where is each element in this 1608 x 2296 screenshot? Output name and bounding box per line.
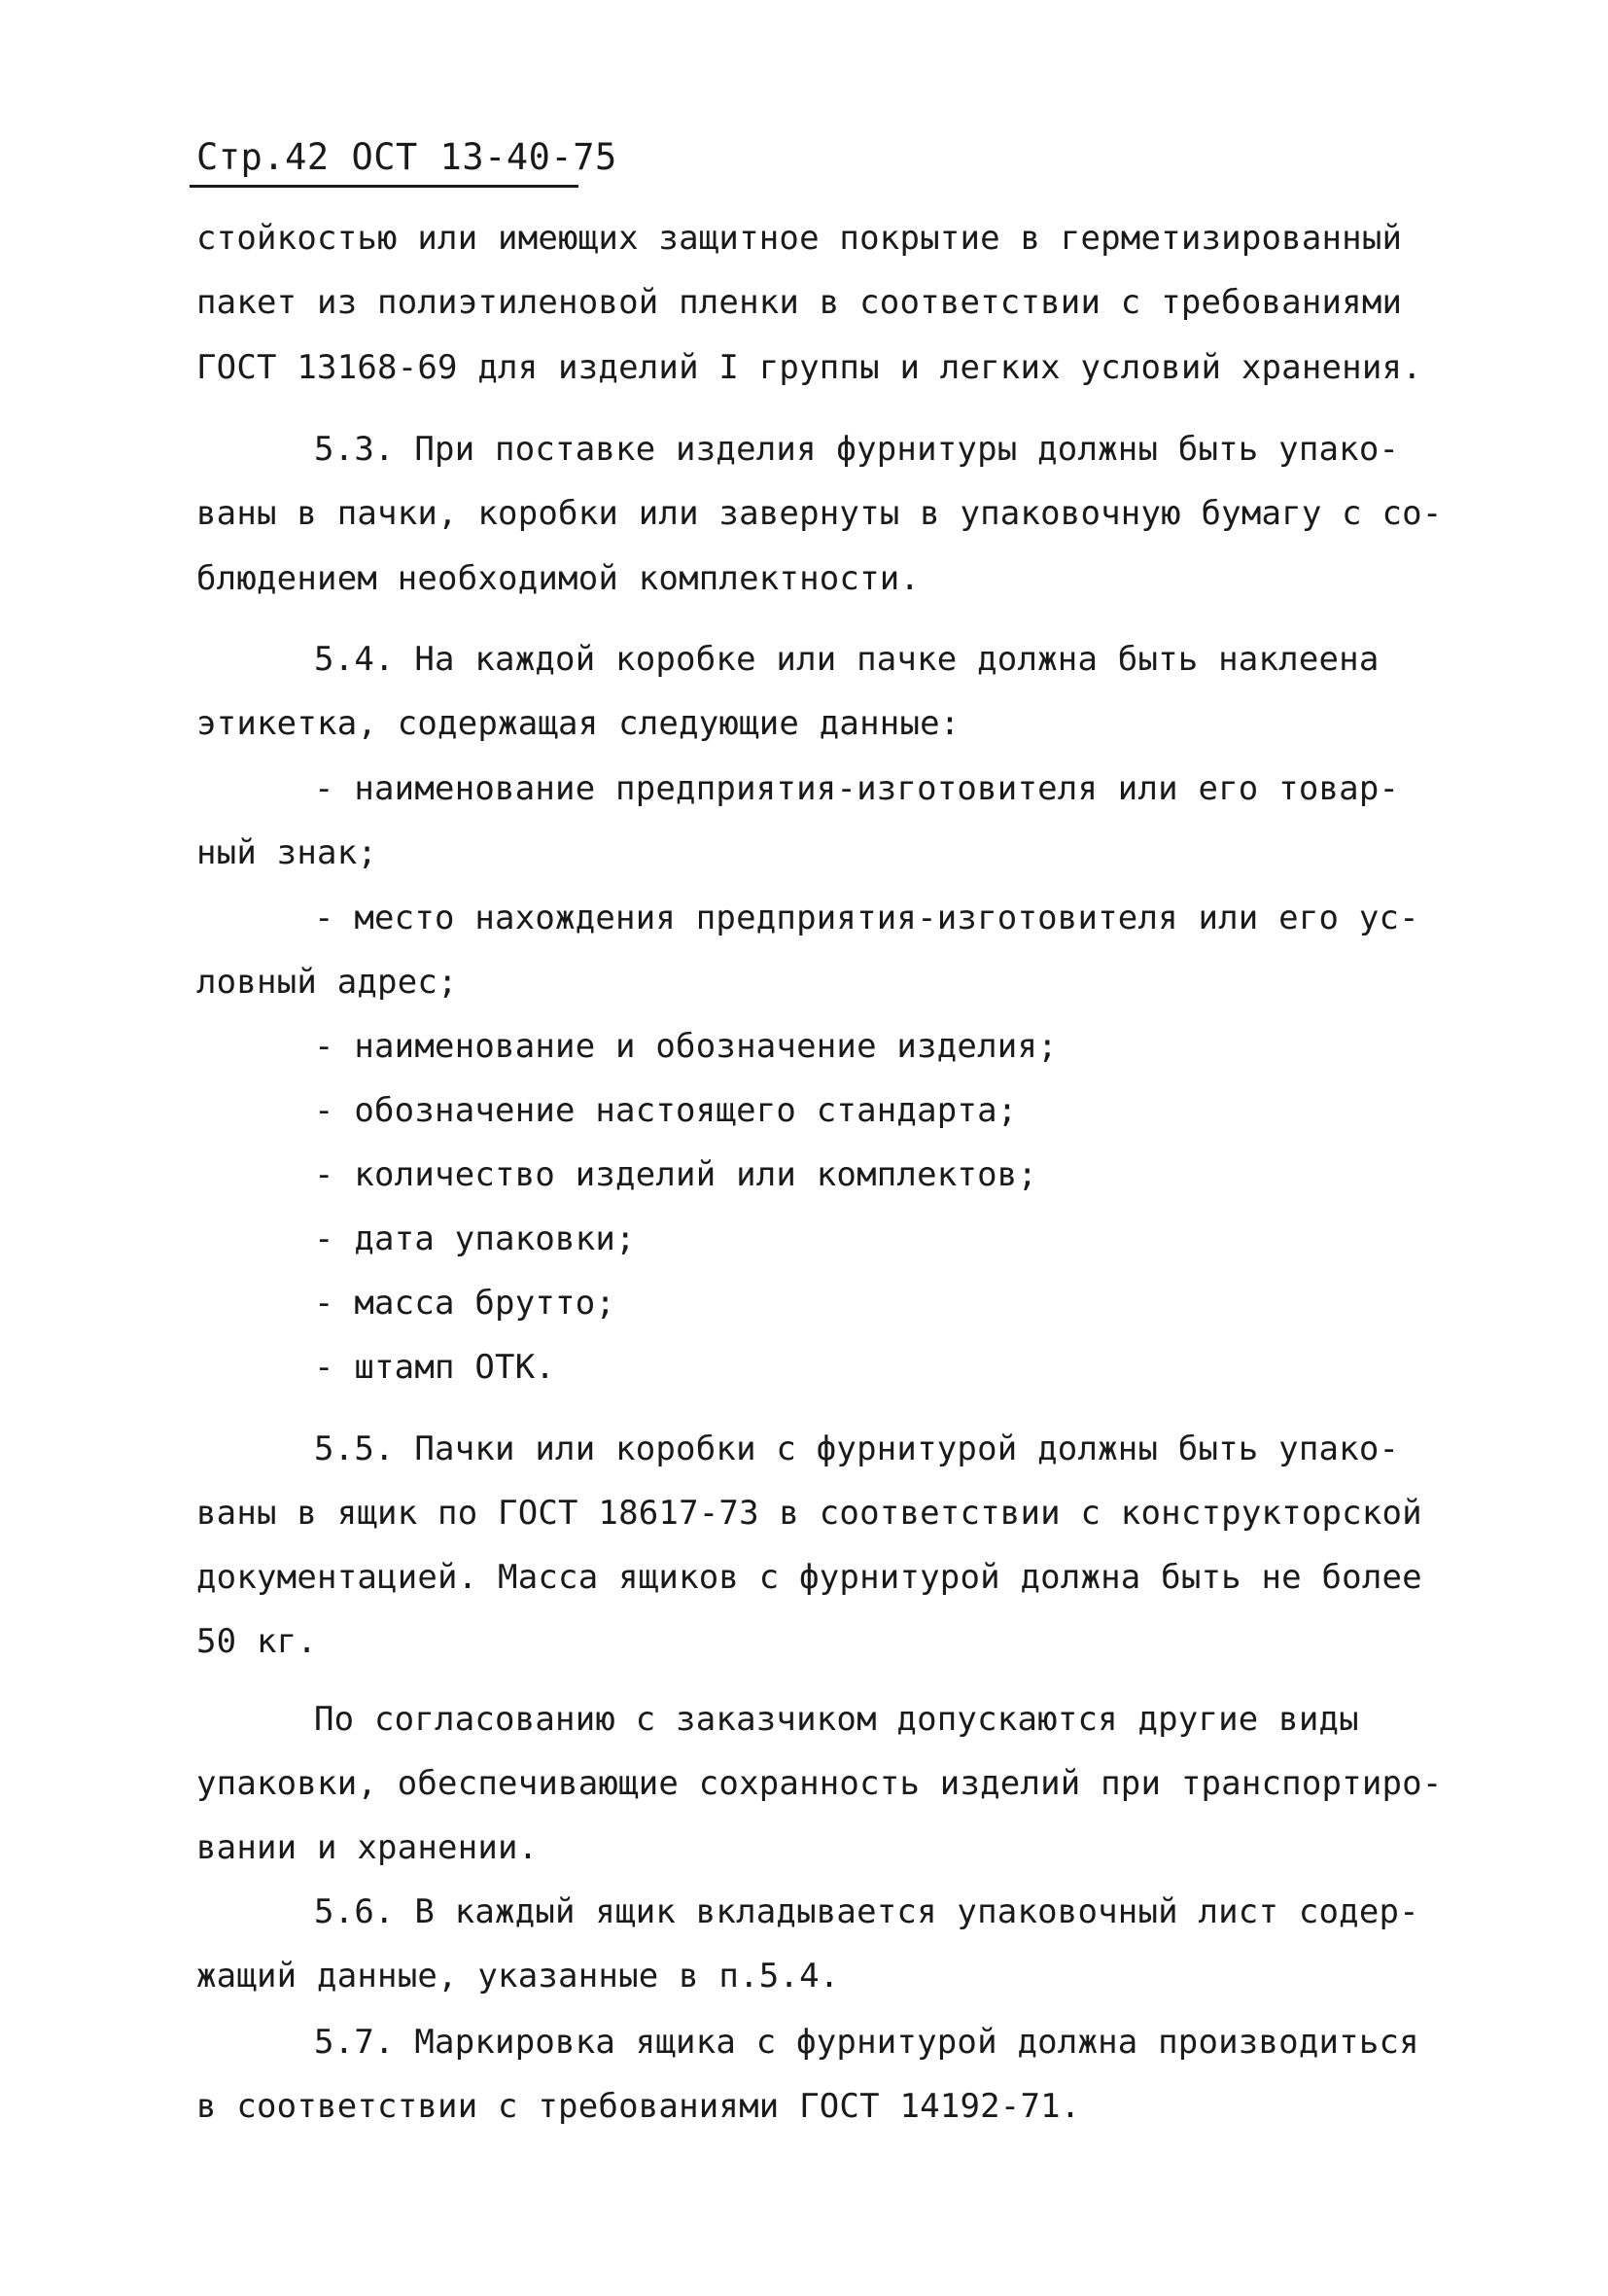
text-line: - количество изделий или комплектов;	[314, 1155, 1038, 1194]
text-line: ваны в пачки, коробки или завернуты в упаковочную бумагу с со-	[196, 494, 1443, 533]
text-line: - штамп ОТК.	[314, 1348, 556, 1387]
text-line: 5.4. На каждой коробке или пачке должна быть наклеена	[314, 640, 1380, 679]
text-line: ловный адрес;	[196, 963, 458, 1002]
text-line: 5.6. В каждый ящик вкладывается упаковочный лист содер-	[314, 1892, 1419, 1931]
text-line: жащий данные, указанные в п.5.4.	[196, 1957, 840, 1996]
standard-designation: ОСТ 13-40-75	[351, 136, 617, 178]
text-line: - наименование предприятия-изготовителя или его товар-	[314, 769, 1400, 808]
text-line: ГОСТ 13168-69 для изделий I группы и легких условий хранения.	[196, 348, 1422, 387]
text-line: - место нахождения предприятия-изготовителя или его ус-	[314, 899, 1419, 937]
text-line: 5.7. Маркировка ящика с фурнитурой должна производиться	[314, 2023, 1419, 2062]
text-line: По согласованию с заказчиком допускаются другие виды	[314, 1700, 1359, 1739]
text-line: ваны в ящик по ГОСТ 18617-73 в соответствии с конструкторской	[196, 1494, 1422, 1533]
text-line: стойкостью или имеющих защитное покрытие в герметизированный	[196, 219, 1403, 258]
text-line: 50 кг.	[196, 1622, 318, 1661]
text-line: пакет из полиэтиленовой пленки в соответствии с требованиями	[196, 283, 1403, 322]
text-line: в соответствии с требованиями ГОСТ 14192-71.	[196, 2087, 1081, 2126]
text-line: - масса брутто;	[314, 1284, 616, 1323]
text-line: упаковки, обеспечивающие сохранность изделий при транспортиро-	[196, 1764, 1443, 1803]
text-line: блюдением необходимой комплектности.	[196, 559, 921, 598]
text-line: - наименование и обозначение изделия;	[314, 1027, 1058, 1066]
text-line: вании и хранении.	[196, 1828, 539, 1867]
text-line: ный знак;	[196, 833, 378, 872]
text-line: - дата упаковки;	[314, 1219, 636, 1258]
text-line: этикетка, содержащая следующие данные:	[196, 704, 961, 743]
text-line: 5.5. Пачки или коробки с фурнитурой должны быть упако-	[314, 1430, 1400, 1468]
page-number: Стр.42	[196, 136, 330, 178]
header-underline	[190, 185, 578, 188]
text-line: 5.3. При поставке изделия фурнитуры должны быть упако-	[314, 430, 1400, 469]
page-header	[196, 136, 617, 178]
text-line: - обозначение настоящего стандарта;	[314, 1091, 1018, 1130]
text-line: документацией. Масса ящиков с фурнитурой должна быть не более	[196, 1558, 1422, 1597]
